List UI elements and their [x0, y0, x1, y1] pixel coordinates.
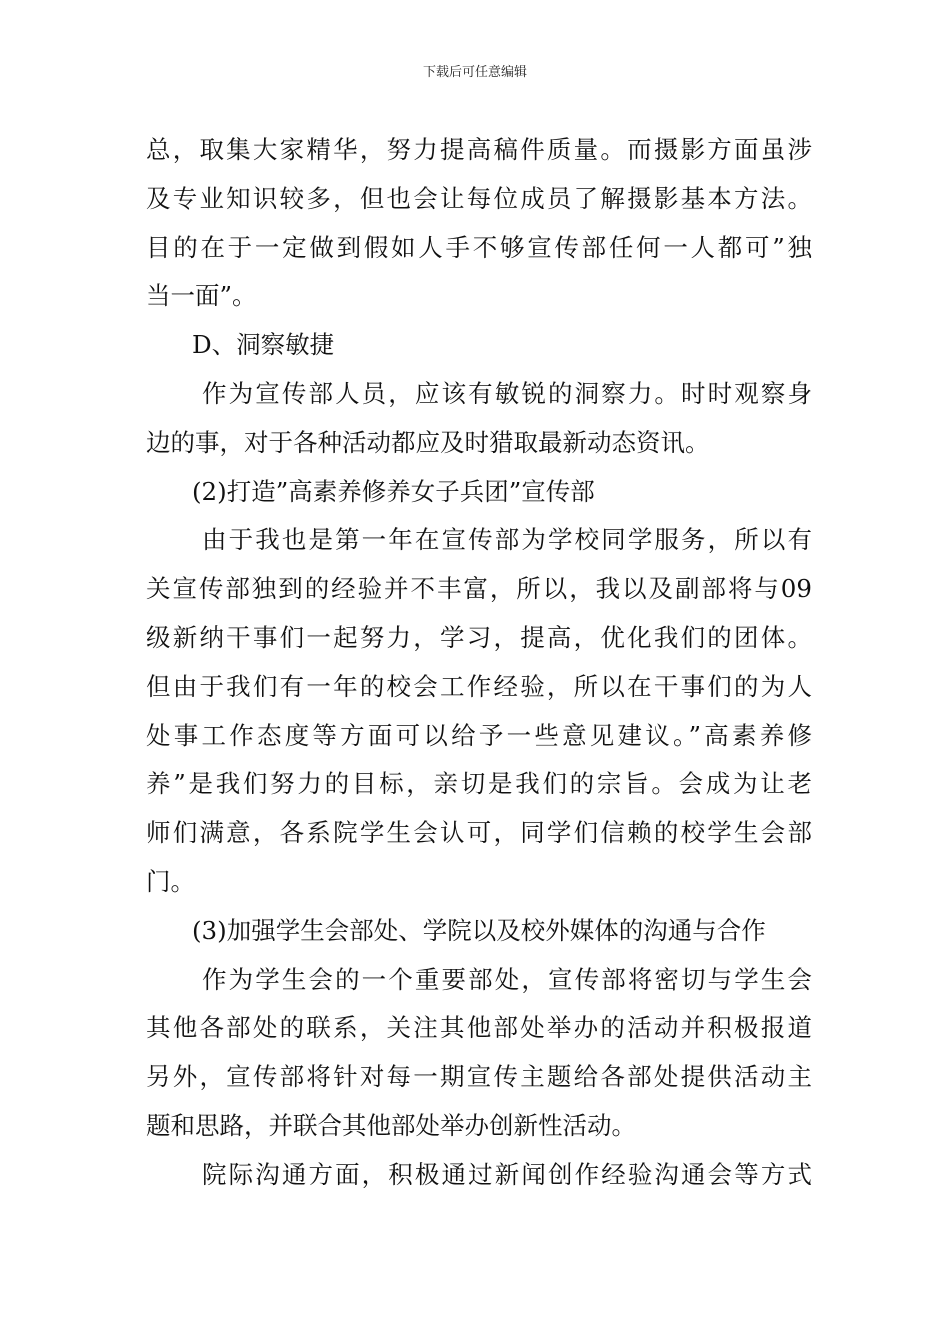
page-header: 下载后可任意编辑 [422, 65, 527, 80]
text-line: 关宣传部独到的经验并不丰富，所以，我以及副部将与09 [146, 574, 812, 604]
text-line: 级新纳干事们一起努力，学习，提高，优化我们的团体。 [146, 622, 812, 652]
text-line: 其他各部处的联系，关注其他部处举办的活动并积极报道 [146, 1013, 812, 1043]
text-line: 养”是我们努力的目标，亲切是我们的宗旨。会成为让老 [146, 769, 812, 799]
text-line: 边的事，对于各种活动都应及时猎取最新动态资讯。 [146, 427, 710, 457]
paragraph-first-line: 作为学生会的一个重要部处，宣传部将密切与学生会 [202, 964, 812, 994]
text-line: 但由于我们有一年的校会工作经验，所以在干事们的为人 [146, 671, 812, 701]
text-line: 及专业知识较多，但也会让每位成员了解摄影基本方法。 [146, 183, 812, 213]
text-line: 另外，宣传部将针对每一期宣传主题给各部处提供活动主 [146, 1062, 812, 1092]
paragraph-first-line: 由于我也是第一年在宣传部为学校同学服务，所以有 [202, 525, 812, 555]
section-heading: D、洞察敏捷 [192, 330, 335, 360]
text-line: 处事工作态度等方面可以给予一些意见建议。”高素养修 [146, 720, 812, 750]
paragraph-first-line: 院际沟通方面，积极通过新闻创作经验沟通会等方式 [202, 1159, 812, 1189]
text-line: 目的在于一定做到假如人手不够宣传部任何一人都可”独 [146, 232, 812, 262]
paragraph-first-line: 作为宣传部人员，应该有敏锐的洞察力。时时观察身 [202, 378, 812, 408]
section-heading: (3)加强学生会部处、学院以及校外媒体的沟通与合作 [192, 915, 766, 945]
text-line: 门。 [146, 866, 195, 896]
text-line: 当一面”。 [146, 281, 257, 311]
document-body [146, 126, 812, 1200]
text-line: 师们满意，各系院学生会认可，同学们信赖的校学生会部 [146, 818, 812, 848]
section-heading: (2)打造”高素养修养女子兵团”宣传部 [192, 476, 595, 506]
text-line: 题和思路，并联合其他部处举办创新性活动。 [146, 1110, 636, 1140]
text-line: 总，取集大家精华，努力提高稿件质量。而摄影方面虽涉 [146, 135, 812, 164]
